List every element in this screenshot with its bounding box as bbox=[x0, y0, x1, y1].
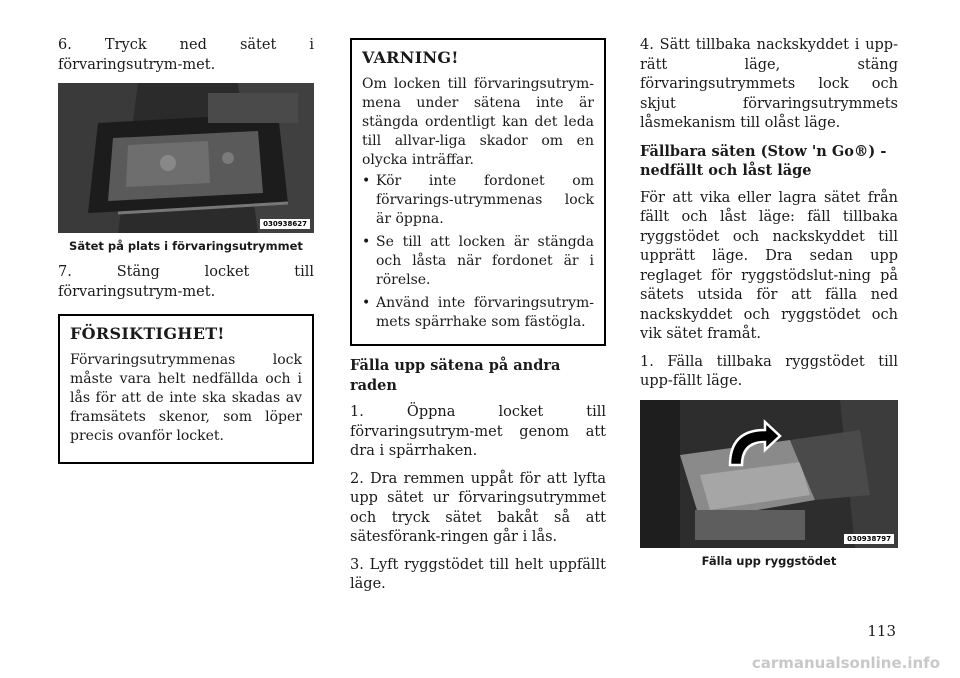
caution-title: FÖRSIKTIGHET! bbox=[70, 324, 225, 343]
warning-box bbox=[350, 38, 606, 346]
step-7: 7. Stäng locket till förvaringsutrym-met. bbox=[58, 264, 314, 300]
fold-up-backrest-illustration bbox=[640, 400, 898, 548]
photo-caption: Fälla upp ryggstödet bbox=[701, 553, 837, 568]
column-right bbox=[640, 36, 898, 578]
step-1: 1. Öppna locket till förvaringsutrym-met genom att dra i spärrhaken. bbox=[350, 404, 606, 459]
warning-text: Om locken till förvaringsutrym-mena under sätena inte är stängda ordentligt kan det leda till allvar-liga skador om en olycka inträffar. bbox=[362, 76, 594, 168]
warning-list bbox=[362, 172, 594, 332]
photo-caption: Sätet på plats i förvaringsutrymmet bbox=[69, 239, 303, 253]
seat-in-storage-illustration bbox=[58, 83, 314, 233]
warning-list-item: • Använd inte förvaringsutrym-mets spärrhake som fästögla. bbox=[362, 295, 594, 330]
section-heading: Fällbara säten (Stow 'n Go®) - nedfällt och låst läge bbox=[640, 142, 887, 179]
intro-text: För att vika eller lagra sätet från fällt och låst läge: fäll tillbaka ryggstödet och nackskyddet till upprätt läge. Dra sedan upp reglaget för ryggstödslut-ning på sätets utsida för att fälla ned nackskyddet och ryggstödet och vik sätet framåt. bbox=[640, 189, 898, 342]
watermark: carmanualsonline.info bbox=[751, 654, 940, 672]
photo-code: 030938627 bbox=[260, 219, 310, 229]
step-4: 4. Sätt tillbaka nackskyddet i upp-rätt läge, stäng förvaringsutrymmets lock och skjut förvaringsutrymmets låsmekanism till olåst läge. bbox=[640, 37, 898, 131]
warning-list-item: • Kör inte fordonet om förvarings-utrymmenas lock är öppna. bbox=[362, 173, 594, 227]
section-heading: Fälla upp sätena på andra raden bbox=[350, 357, 561, 394]
caution-box bbox=[58, 314, 314, 464]
photo-fold-up-backrest bbox=[640, 400, 898, 548]
step-6: 6. Tryck ned sätet i förvaringsutrym-met. bbox=[58, 37, 314, 73]
caution-text: Förvaringsutrymmenas lock måste vara helt nedfällda och i lås för att de inte ska skadas av framsätets skenor, som löper precis ovanför locket. bbox=[70, 352, 302, 444]
photo-seat-in-storage bbox=[58, 83, 314, 233]
warning-list-item: • Se till att locken är stängda och låsta när fordonet är i rörelse. bbox=[362, 234, 594, 288]
step-3: 3. Lyft ryggstödet till helt uppfällt läge. bbox=[350, 556, 606, 592]
column-middle bbox=[350, 36, 606, 603]
photo-code: 030938797 bbox=[844, 534, 894, 544]
page-number: 113 bbox=[867, 622, 896, 640]
step-2: 2. Dra remmen uppåt för att lyfta upp sätet ur förvaringsutrymmet och tryck sätet bakåt så att sätesförank-ringen går i lås. bbox=[350, 470, 606, 545]
warning-title: VARNING! bbox=[362, 48, 459, 67]
step-1-right: 1. Fälla tillbaka ryggstödet till upp-fällt läge. bbox=[640, 353, 898, 389]
column-left bbox=[58, 36, 314, 474]
